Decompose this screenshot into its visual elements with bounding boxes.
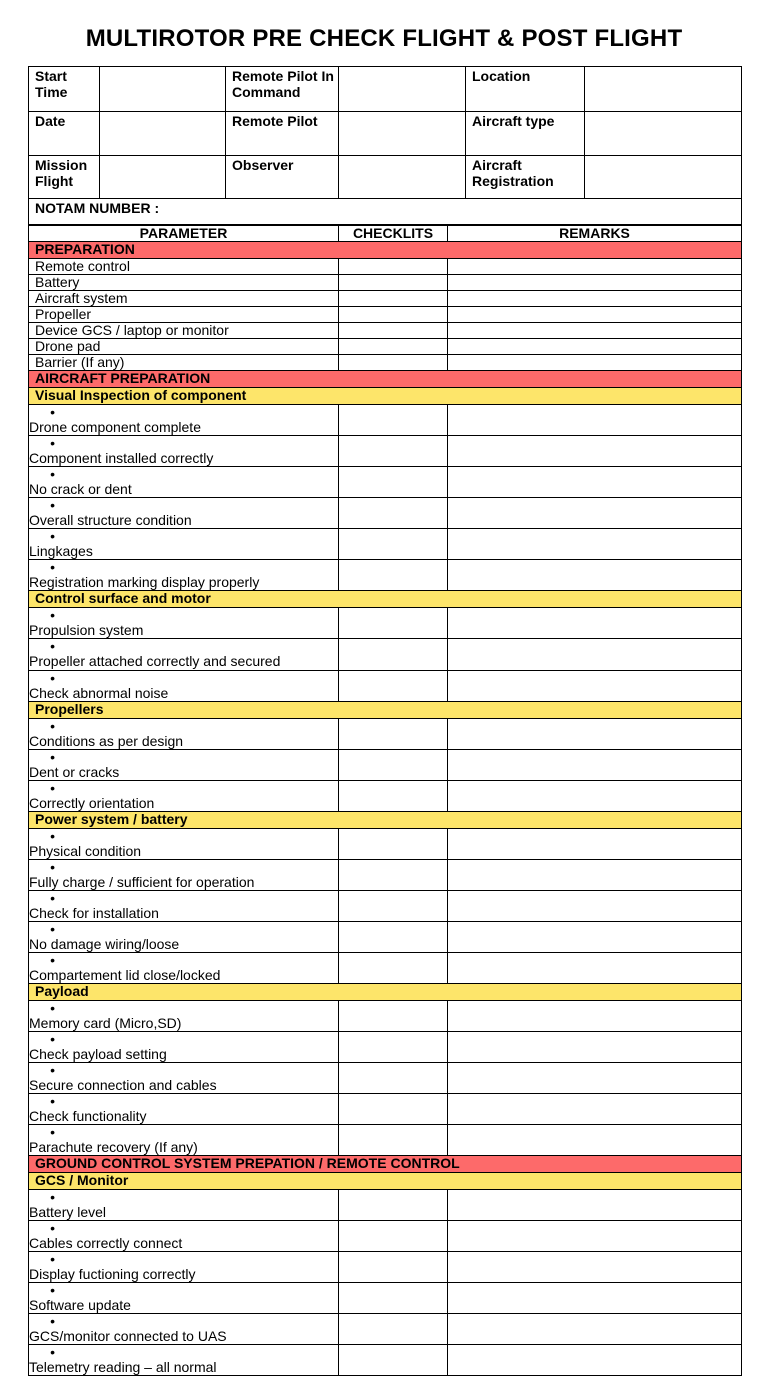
bullet-icon: • bbox=[50, 780, 55, 796]
checklist-row bbox=[29, 339, 742, 355]
remarks-cell[interactable] bbox=[448, 860, 742, 891]
checklist-row bbox=[29, 1221, 742, 1252]
checklist-cell[interactable] bbox=[339, 781, 448, 812]
parameter-column-header: PARAMETER bbox=[29, 226, 339, 242]
bullet-icon: • bbox=[50, 1313, 55, 1329]
parameter-cell: Battery bbox=[29, 275, 339, 291]
parameter-label: Physical condition bbox=[29, 843, 142, 859]
checklist-row bbox=[29, 1063, 742, 1094]
checklist-row bbox=[29, 1252, 742, 1283]
checklist-row bbox=[29, 829, 742, 860]
remarks-cell[interactable] bbox=[448, 1252, 742, 1283]
parameter-cell bbox=[29, 608, 339, 639]
parameter-label: Lingkages bbox=[29, 543, 93, 559]
checklist-row bbox=[29, 922, 742, 953]
bullet-icon: • bbox=[50, 1220, 55, 1236]
parameter-cell: Remote control bbox=[29, 259, 339, 275]
section-preparation bbox=[29, 242, 742, 259]
checklist-cell[interactable] bbox=[339, 750, 448, 781]
remarks-cell[interactable] bbox=[448, 781, 742, 812]
checklist-row bbox=[29, 1190, 742, 1221]
checklist-cell[interactable] bbox=[339, 275, 448, 291]
parameter-label: Correctly orientation bbox=[29, 795, 155, 811]
page-title: MULTIROTOR PRE CHECK FLIGHT & POST FLIGHT bbox=[85, 25, 683, 52]
checklist-row bbox=[29, 608, 742, 639]
checklist-row bbox=[29, 1283, 742, 1314]
parameter-cell bbox=[29, 1283, 339, 1314]
checklist-cell[interactable] bbox=[339, 891, 448, 922]
remote-pilot-in-command-label: Remote Pilot In Command bbox=[226, 67, 339, 112]
parameter-label: Telemetry reading – all normal bbox=[29, 1359, 217, 1375]
remarks-cell[interactable] bbox=[448, 1063, 742, 1094]
parameter-cell bbox=[29, 639, 339, 671]
parameter-label: No damage wiring/loose bbox=[29, 936, 180, 952]
parameter-label: Battery level bbox=[29, 1204, 107, 1220]
parameter-label: Memory card (Micro,SD) bbox=[29, 1015, 182, 1031]
parameter-cell: Aircraft system bbox=[29, 291, 339, 307]
bullet-icon: • bbox=[50, 952, 55, 968]
remarks-cell[interactable] bbox=[448, 307, 742, 323]
bullet-icon: • bbox=[50, 890, 55, 906]
parameter-cell bbox=[29, 671, 339, 702]
parameter-cell: Device GCS / laptop or monitor bbox=[29, 323, 339, 339]
parameter-label: Check payload setting bbox=[29, 1046, 167, 1062]
parameter-label: Dent or cracks bbox=[29, 764, 120, 780]
bullet-icon: • bbox=[50, 670, 55, 686]
parameter-label: Check functionality bbox=[29, 1108, 147, 1124]
start-time-label: Start Time bbox=[29, 67, 100, 112]
section-title: Payload bbox=[29, 984, 742, 1001]
location-field[interactable] bbox=[585, 67, 742, 112]
bullet-icon: • bbox=[50, 1000, 55, 1016]
checklist-cell[interactable] bbox=[339, 829, 448, 860]
bullet-icon: • bbox=[50, 404, 55, 420]
remote-pilot-in-command-field[interactable] bbox=[339, 67, 466, 112]
checklist-row bbox=[29, 560, 742, 591]
section-aircraft-preparation bbox=[29, 371, 742, 388]
parameter-label: Conditions as per design bbox=[29, 733, 184, 749]
checklist-row bbox=[29, 891, 742, 922]
checklist-cell[interactable] bbox=[339, 1190, 448, 1221]
parameter-label: Secure connection and cables bbox=[29, 1077, 217, 1093]
remarks-cell[interactable] bbox=[448, 355, 742, 371]
checklist-row bbox=[29, 436, 742, 467]
checklist-row bbox=[29, 1125, 742, 1156]
mission-flight-label: Mission Flight bbox=[29, 156, 100, 199]
section-title: AIRCRAFT PREPARATION bbox=[29, 371, 742, 388]
parameter-cell bbox=[29, 436, 339, 467]
bullet-icon: • bbox=[50, 497, 55, 513]
checklist-row bbox=[29, 275, 742, 291]
parameter-cell bbox=[29, 750, 339, 781]
checklist-cell[interactable] bbox=[339, 436, 448, 467]
parameter-cell bbox=[29, 467, 339, 498]
checklist-cell[interactable] bbox=[339, 259, 448, 275]
remote-pilot-label: Remote Pilot bbox=[226, 112, 339, 156]
parameter-cell bbox=[29, 1252, 339, 1283]
parameter-cell bbox=[29, 498, 339, 529]
bullet-icon: • bbox=[50, 921, 55, 937]
checklist-row bbox=[29, 860, 742, 891]
parameter-label: Component installed correctly bbox=[29, 450, 214, 466]
checklist-cell[interactable] bbox=[339, 1221, 448, 1252]
remarks-cell[interactable] bbox=[448, 1125, 742, 1156]
bullet-icon: • bbox=[50, 528, 55, 544]
bullet-icon: • bbox=[50, 435, 55, 451]
remarks-cell[interactable] bbox=[448, 560, 742, 591]
checklist-cell[interactable] bbox=[339, 405, 448, 436]
checklist-row bbox=[29, 1032, 742, 1063]
parameter-label: Parachute recovery (If any) bbox=[29, 1139, 198, 1155]
section-title: Power system / battery bbox=[29, 812, 742, 829]
remarks-cell[interactable] bbox=[448, 719, 742, 750]
checklist-cell[interactable] bbox=[339, 498, 448, 529]
remarks-cell[interactable] bbox=[448, 339, 742, 355]
checklist-row bbox=[29, 291, 742, 307]
bullet-icon: • bbox=[50, 1093, 55, 1109]
remarks-cell[interactable] bbox=[448, 829, 742, 860]
checklist-row bbox=[29, 355, 742, 371]
parameter-label: Overall structure condition bbox=[29, 512, 192, 528]
checklist-row bbox=[29, 750, 742, 781]
remarks-cell[interactable] bbox=[448, 1314, 742, 1345]
parameter-label: Check for installation bbox=[29, 905, 159, 921]
parameter-cell bbox=[29, 953, 339, 984]
observer-label: Observer bbox=[226, 156, 339, 199]
checklist-row bbox=[29, 323, 742, 339]
parameter-cell bbox=[29, 860, 339, 891]
remarks-cell[interactable] bbox=[448, 1032, 742, 1063]
remarks-cell[interactable] bbox=[448, 608, 742, 639]
checklist-cell[interactable] bbox=[339, 671, 448, 702]
aircraft-registration-field[interactable] bbox=[585, 156, 742, 199]
remarks-cell[interactable] bbox=[448, 1001, 742, 1032]
bullet-icon: • bbox=[50, 1031, 55, 1047]
remarks-cell[interactable] bbox=[448, 1221, 742, 1252]
parameter-label: Display fuctioning correctly bbox=[29, 1266, 196, 1282]
remarks-cell[interactable] bbox=[448, 529, 742, 560]
checklist-row bbox=[29, 719, 742, 750]
flight-info-table bbox=[28, 66, 742, 225]
bullet-icon: • bbox=[50, 1344, 55, 1360]
checklist-table bbox=[28, 225, 742, 1376]
remarks-cell[interactable] bbox=[448, 1190, 742, 1221]
bullet-icon: • bbox=[50, 1124, 55, 1140]
remarks-cell[interactable] bbox=[448, 750, 742, 781]
checklist-row bbox=[29, 467, 742, 498]
remarks-cell[interactable] bbox=[448, 922, 742, 953]
checklist-cell[interactable] bbox=[339, 1001, 448, 1032]
aircraft-type-label: Aircraft type bbox=[466, 112, 585, 156]
parameter-label: Propulsion system bbox=[29, 622, 144, 638]
bullet-icon: • bbox=[50, 828, 55, 844]
section-title: Propellers bbox=[29, 702, 742, 719]
parameter-label: Fully charge / sufficient for operation bbox=[29, 874, 255, 890]
section-visual-inspection bbox=[29, 388, 742, 405]
parameter-cell bbox=[29, 529, 339, 560]
remarks-cell[interactable] bbox=[448, 259, 742, 275]
parameter-cell bbox=[29, 560, 339, 591]
parameter-cell bbox=[29, 1345, 339, 1376]
remarks-cell[interactable] bbox=[448, 275, 742, 291]
checklist-cell[interactable] bbox=[339, 1063, 448, 1094]
checklist-cell[interactable] bbox=[339, 922, 448, 953]
parameter-label: GCS/monitor connected to UAS bbox=[29, 1328, 227, 1344]
parameter-label: Cables correctly connect bbox=[29, 1235, 183, 1251]
remarks-cell[interactable] bbox=[448, 323, 742, 339]
section-title: PREPARATION bbox=[29, 242, 742, 259]
date-label: Date bbox=[29, 112, 100, 156]
parameter-cell bbox=[29, 1314, 339, 1345]
remarks-cell[interactable] bbox=[448, 1345, 742, 1376]
section-title: GCS / Monitor bbox=[29, 1173, 742, 1190]
parameter-cell bbox=[29, 1221, 339, 1252]
parameter-label: Check abnormal noise bbox=[29, 685, 169, 701]
notam-number[interactable]: NOTAM NUMBER : bbox=[29, 199, 742, 225]
checklist-cell[interactable] bbox=[339, 355, 448, 371]
bullet-icon: • bbox=[50, 749, 55, 765]
checklist-cell[interactable] bbox=[339, 1283, 448, 1314]
checklist-cell[interactable] bbox=[339, 1345, 448, 1376]
bullet-icon: • bbox=[50, 859, 55, 875]
checklist-cell[interactable] bbox=[339, 1252, 448, 1283]
bullet-icon: • bbox=[50, 1282, 55, 1298]
bullet-icon: • bbox=[50, 607, 55, 623]
bullet-icon: • bbox=[50, 1251, 55, 1267]
checklits-column-header: CHECKLITS bbox=[339, 226, 448, 242]
checklist-cell[interactable] bbox=[339, 339, 448, 355]
parameter-cell bbox=[29, 1125, 339, 1156]
checklist-row bbox=[29, 671, 742, 702]
remarks-cell[interactable] bbox=[448, 405, 742, 436]
remarks-cell[interactable] bbox=[448, 498, 742, 529]
checklist-row bbox=[29, 1094, 742, 1125]
remarks-cell[interactable] bbox=[448, 671, 742, 702]
section-propellers bbox=[29, 702, 742, 719]
remarks-cell[interactable] bbox=[448, 891, 742, 922]
parameter-label: Registration marking display properly bbox=[29, 574, 260, 590]
parameter-cell bbox=[29, 922, 339, 953]
parameter-cell bbox=[29, 1190, 339, 1221]
parameter-label: Compartement lid close/locked bbox=[29, 967, 221, 983]
remarks-cell[interactable] bbox=[448, 953, 742, 984]
checklist-row bbox=[29, 953, 742, 984]
checklist-row bbox=[29, 639, 742, 671]
parameter-label: Drone component complete bbox=[29, 419, 201, 435]
checklist-cell[interactable] bbox=[339, 307, 448, 323]
section-title: GROUND CONTROL SYSTEM PREPATION / REMOTE CONTROL bbox=[29, 1156, 742, 1173]
aircraft-registration-label: Aircraft Registration bbox=[466, 156, 585, 199]
parameter-label: Propeller attached correctly and secured bbox=[29, 653, 281, 669]
observer-field[interactable] bbox=[339, 156, 466, 199]
checklist-cell[interactable] bbox=[339, 291, 448, 307]
parameter-cell bbox=[29, 829, 339, 860]
parameter-cell bbox=[29, 1094, 339, 1125]
checklist-cell[interactable] bbox=[339, 860, 448, 891]
checklist-row bbox=[29, 1314, 742, 1345]
checklist-cell[interactable] bbox=[339, 1094, 448, 1125]
column-header-row bbox=[29, 226, 742, 242]
section-ground-control bbox=[29, 1156, 742, 1173]
bullet-icon: • bbox=[50, 559, 55, 575]
checklist-cell[interactable] bbox=[339, 529, 448, 560]
checklist-row bbox=[29, 781, 742, 812]
parameter-cell bbox=[29, 1063, 339, 1094]
checklist-cell[interactable] bbox=[339, 323, 448, 339]
parameter-cell bbox=[29, 1001, 339, 1032]
remarks-cell[interactable] bbox=[448, 639, 742, 671]
parameter-cell bbox=[29, 719, 339, 750]
location-label: Location bbox=[466, 67, 585, 112]
parameter-cell bbox=[29, 1032, 339, 1063]
bullet-icon: • bbox=[50, 718, 55, 734]
remote-pilot-field[interactable] bbox=[339, 112, 466, 156]
bullet-icon: • bbox=[50, 466, 55, 482]
checklist-row bbox=[29, 529, 742, 560]
remarks-cell[interactable] bbox=[448, 1094, 742, 1125]
checklist-cell[interactable] bbox=[339, 1125, 448, 1156]
checklist-cell[interactable] bbox=[339, 719, 448, 750]
section-gcs-monitor bbox=[29, 1173, 742, 1190]
remarks-cell[interactable] bbox=[448, 291, 742, 307]
checklist-row bbox=[29, 405, 742, 436]
parameter-cell: Propeller bbox=[29, 307, 339, 323]
remarks-cell[interactable] bbox=[448, 467, 742, 498]
bullet-icon: • bbox=[50, 1062, 55, 1078]
checklist-row bbox=[29, 1345, 742, 1376]
parameter-cell bbox=[29, 891, 339, 922]
section-title: Visual Inspection of component bbox=[29, 388, 742, 405]
checklist-cell[interactable] bbox=[339, 639, 448, 671]
parameter-label: Software update bbox=[29, 1297, 131, 1313]
remarks-cell[interactable] bbox=[448, 1283, 742, 1314]
checklist-row bbox=[29, 307, 742, 323]
checklist-cell[interactable] bbox=[339, 608, 448, 639]
parameter-cell: Drone pad bbox=[29, 339, 339, 355]
checklist-cell[interactable] bbox=[339, 953, 448, 984]
checklist-row bbox=[29, 259, 742, 275]
section-payload bbox=[29, 984, 742, 1001]
mission-flight-field[interactable] bbox=[100, 156, 226, 199]
date-field[interactable] bbox=[100, 112, 226, 156]
remarks-cell[interactable] bbox=[448, 436, 742, 467]
parameter-cell bbox=[29, 781, 339, 812]
checklist-row bbox=[29, 498, 742, 529]
remarks-column-header: REMARKS bbox=[448, 226, 742, 242]
checklist-cell[interactable] bbox=[339, 1314, 448, 1345]
section-control-surface bbox=[29, 591, 742, 608]
checklist-cell[interactable] bbox=[339, 467, 448, 498]
section-power-system bbox=[29, 812, 742, 829]
parameter-label: No crack or dent bbox=[29, 481, 132, 497]
section-title: Control surface and motor bbox=[29, 591, 742, 608]
parameter-cell: Barrier (If any) bbox=[29, 355, 339, 371]
parameter-cell bbox=[29, 405, 339, 436]
bullet-icon: • bbox=[50, 1189, 55, 1205]
checklist-row bbox=[29, 1001, 742, 1032]
bullet-icon: • bbox=[50, 638, 55, 654]
checklist-cell[interactable] bbox=[339, 1032, 448, 1063]
checklist-cell[interactable] bbox=[339, 560, 448, 591]
start-time-field[interactable] bbox=[100, 67, 226, 112]
aircraft-type-field[interactable] bbox=[585, 112, 742, 156]
